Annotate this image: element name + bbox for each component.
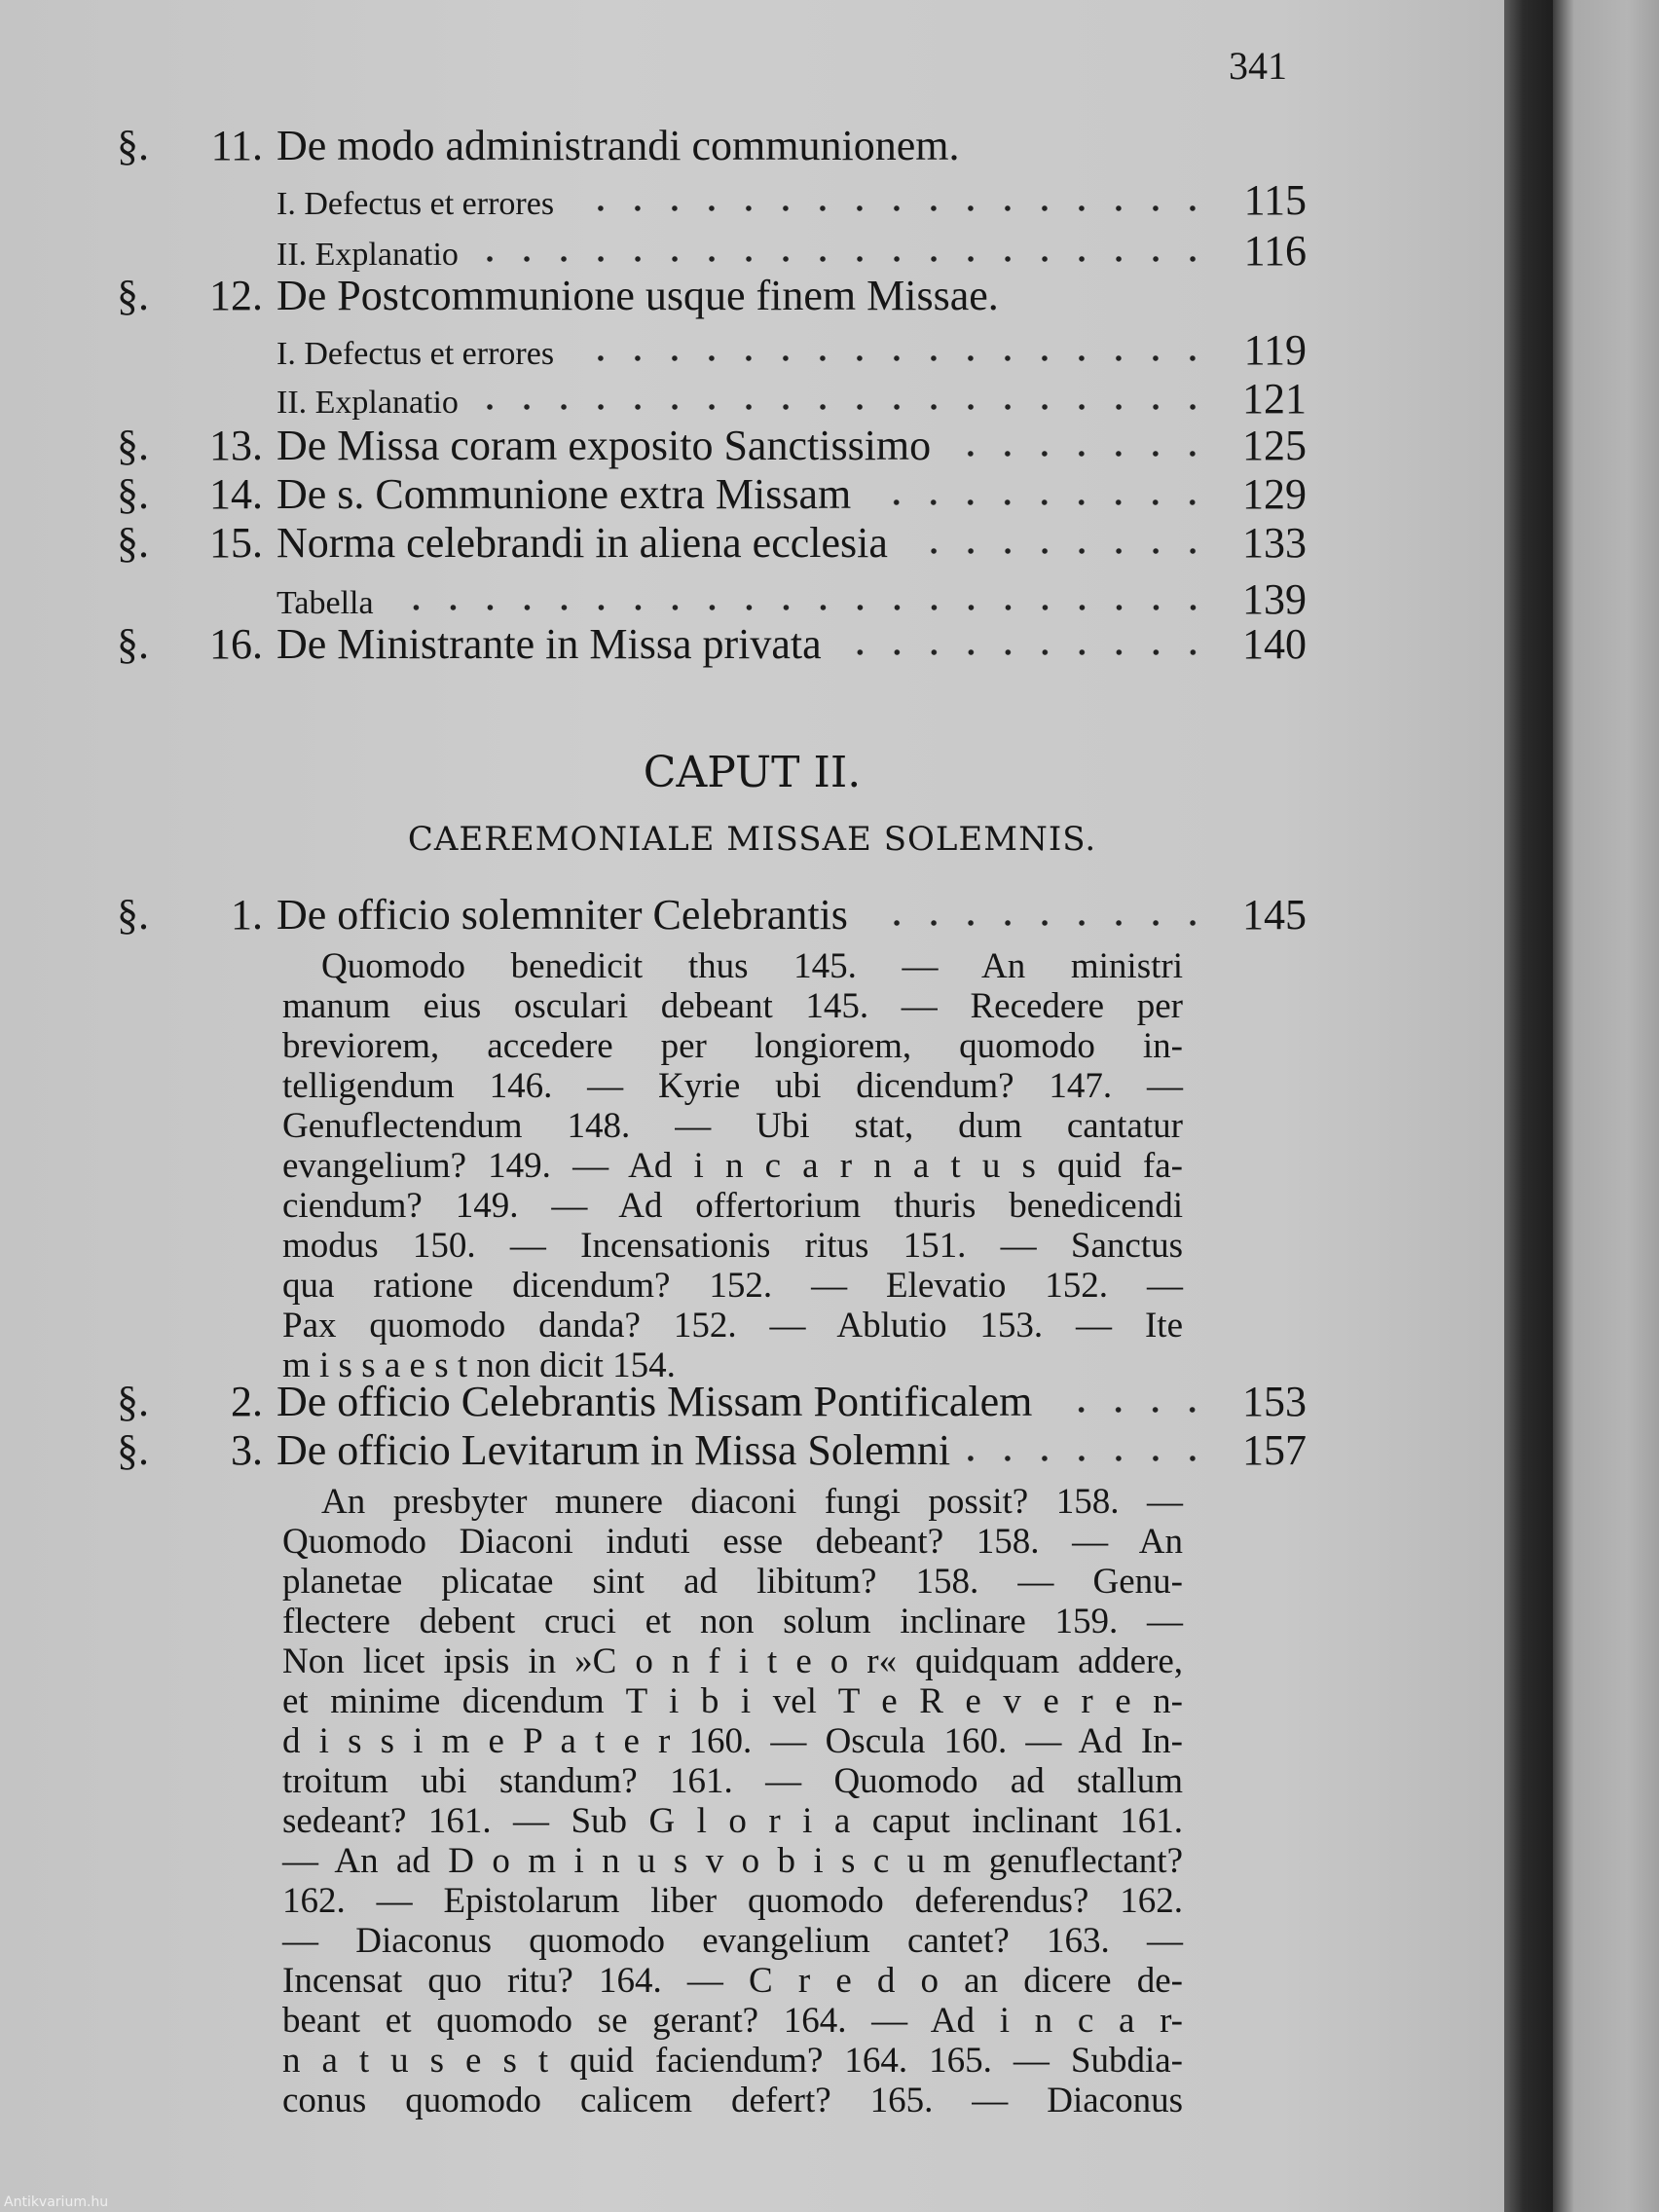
paragraph-line: 162. — Epistolarum liber quomodo deferendus? 162.: [282, 1881, 1183, 1921]
entry-title: I. Defectus et errores: [276, 186, 555, 222]
paragraph-line: qua ratione dicendum? 152. — Elevatio 152. —: [282, 1266, 1183, 1306]
paragraph-line: m i s s a e s t non dicit 154.: [282, 1346, 676, 1385]
entry-page-number: 157: [1242, 1426, 1307, 1474]
paragraph-line: Pax quomodo danda? 152. — Ablutio 153. — Ite: [282, 1306, 1183, 1346]
entry-page-number: 125: [1242, 422, 1307, 469]
toc-entry: [117, 469, 1307, 519]
entry-page-number: 139: [1242, 575, 1307, 623]
paragraph-line: Genuflectendum 148. — Ubi stat, dum cantatur: [282, 1106, 1183, 1146]
section-1-summary: [282, 946, 1183, 1385]
entry-title: II. Explanatio: [276, 237, 459, 273]
toc-entry: [117, 890, 1307, 940]
entry-title: De Missa coram exposito Sanctissimo: [276, 422, 932, 469]
paragraph-line: telligendum 146. — Kyrie ubi dicendum? 147. —: [282, 1066, 1183, 1106]
dot-leader: [1050, 1407, 1211, 1413]
entry-title: II. Explanatio: [276, 385, 459, 421]
paragraph-line: breviorem, accedere per longiorem, quomodo in-: [282, 1026, 1183, 1066]
paragraph-line: planetae plicatae sint ad libitum? 158. — Genu-: [282, 1562, 1183, 1602]
entry-title: De modo administrandi communionem.: [276, 122, 960, 169]
paragraph-line: evangelium? 149. — Ad i n c a r n a t u s quid fa-: [282, 1146, 1183, 1186]
dot-leader: [391, 605, 1211, 610]
dot-leader: [948, 451, 1211, 457]
section-sign: §.: [117, 122, 149, 169]
entry-page-number: 133: [1242, 519, 1307, 567]
toc-subentry: [117, 374, 1307, 424]
entry-title: De s. Communione extra Missam: [276, 470, 852, 518]
section-sign: §.: [117, 422, 149, 469]
book-spine: [1504, 0, 1553, 2212]
paragraph-line: — An ad D o m i n u s v o b i s c u m genuflectant?: [282, 1841, 1183, 1881]
section-sign: §.: [117, 1426, 149, 1474]
section-sign: §.: [117, 272, 149, 319]
dot-leader: [839, 649, 1211, 655]
paragraph-line: — Diaconus quomodo evangelium cantet? 163. —: [282, 1921, 1183, 1961]
section-number: 2.: [231, 1378, 263, 1425]
dot-leader: [968, 1456, 1211, 1461]
paragraph-line: n a t u s e s t quid faciendum? 164. 165. — Subdia-: [282, 2041, 1183, 2081]
toc-entry: [117, 421, 1307, 470]
section-sign: §.: [117, 519, 149, 567]
watermark: Antikvarium.hu: [4, 2194, 109, 2210]
section-sign: §.: [117, 891, 149, 939]
paragraph-line: Quomodo benedicit thus 145. — An ministri: [321, 946, 1183, 986]
dot-leader: [476, 256, 1211, 262]
entry-title: Tabella: [276, 585, 374, 621]
chapter-title: CAPUT II.: [643, 748, 862, 797]
paragraph-line: d i s s i m e P a t e r 160. — Oscula 160. — Ad In-: [282, 1721, 1183, 1761]
entry-page-number: 129: [1242, 470, 1307, 518]
entry-page-number: 145: [1242, 891, 1307, 939]
paragraph-line: Quomodo Diaconi induti esse debeant? 158. — An: [282, 1522, 1183, 1562]
entry-title: De officio Celebrantis Missam Pontificalem: [276, 1378, 1033, 1425]
paragraph-line: An presbyter munere diaconi fungi possit? 158. —: [321, 1482, 1183, 1522]
entry-page-number: 116: [1243, 227, 1307, 275]
section-sign: §.: [117, 1378, 149, 1425]
toc-subentry: [117, 325, 1307, 375]
section-number: 1.: [231, 891, 263, 939]
paragraph-line: Non licet ipsis in »C o n f i t e o r« quidquam addere,: [282, 1641, 1183, 1681]
dot-leader: [905, 548, 1211, 554]
section-number: 13.: [209, 422, 263, 469]
entry-title: I. Defectus et errores: [276, 336, 555, 372]
toc-subentry: [117, 175, 1307, 225]
section-3-summary: [282, 1482, 1183, 2120]
paragraph-line: ciendum? 149. — Ad offertorium thuris benedicendi: [282, 1186, 1183, 1226]
paragraph-line: conus quomodo calicem defert? 165. — Diaconus: [282, 2081, 1183, 2120]
entry-title: De Ministrante in Missa privata: [276, 620, 822, 668]
paragraph-line: troitum ubi standum? 161. — Quomodo ad stallum: [282, 1761, 1183, 1801]
entry-title: De officio Levitarum in Missa Solemni: [276, 1426, 951, 1474]
section-number: 11.: [210, 122, 263, 169]
section-number: 3.: [231, 1426, 263, 1474]
section-number: 15.: [209, 519, 263, 567]
paragraph-line: modus 150. — Incensationis ritus 151. — Sanctus: [282, 1226, 1183, 1266]
entry-page-number: 121: [1242, 375, 1307, 423]
toc-subentry: [117, 574, 1307, 624]
section-number: 12.: [209, 272, 263, 319]
entry-page-number: 119: [1243, 326, 1307, 374]
entry-title: Norma celebrandi in aliena ecclesia: [276, 519, 888, 567]
section-sign: §.: [117, 470, 149, 518]
toc-entry: [117, 518, 1307, 568]
toc-entry: [117, 619, 1307, 669]
section-number: 16.: [209, 620, 263, 668]
paragraph-line: et minime dicendum T i b i vel T e R e v e r e n-: [282, 1681, 1183, 1721]
toc-entry: [117, 1425, 1307, 1475]
paragraph-line: manum eius osculari debeant 145. — Recedere per: [282, 986, 1183, 1026]
chapter-subtitle: CAEREMONIALE MISSAE SOLEMNIS.: [407, 820, 1097, 859]
dot-leader: [571, 355, 1211, 361]
entry-title: De Postcommunione usque finem Missae.: [276, 272, 999, 319]
toc-entry: [117, 271, 1307, 320]
book-cover-edge: [1553, 0, 1659, 2212]
section-number: 14.: [209, 470, 263, 518]
dot-leader: [571, 205, 1211, 211]
paragraph-line: flectere debent cruci et non solum inclinare 159. —: [282, 1602, 1183, 1641]
entry-page-number: 153: [1242, 1378, 1307, 1425]
dot-leader: [476, 404, 1211, 410]
entry-page-number: 140: [1242, 620, 1307, 668]
dot-leader: [866, 920, 1211, 926]
paragraph-line: Incensat quo ritu? 164. — C r e d o an dicere de-: [282, 1961, 1183, 2001]
section-sign: §.: [117, 620, 149, 668]
paragraph-line: sedeant? 161. — Sub G l o r i a caput inclinant 161.: [282, 1801, 1183, 1841]
entry-title: De officio solemniter Celebrantis: [276, 891, 848, 939]
toc-entry: [117, 121, 1307, 170]
toc-subentry: [117, 226, 1307, 276]
entry-page-number: 115: [1243, 176, 1307, 224]
dot-leader: [868, 499, 1211, 505]
page-number: 341: [1229, 44, 1287, 88]
paragraph-line: beant et quomodo se gerant? 164. — Ad i n c a r-: [282, 2001, 1183, 2041]
